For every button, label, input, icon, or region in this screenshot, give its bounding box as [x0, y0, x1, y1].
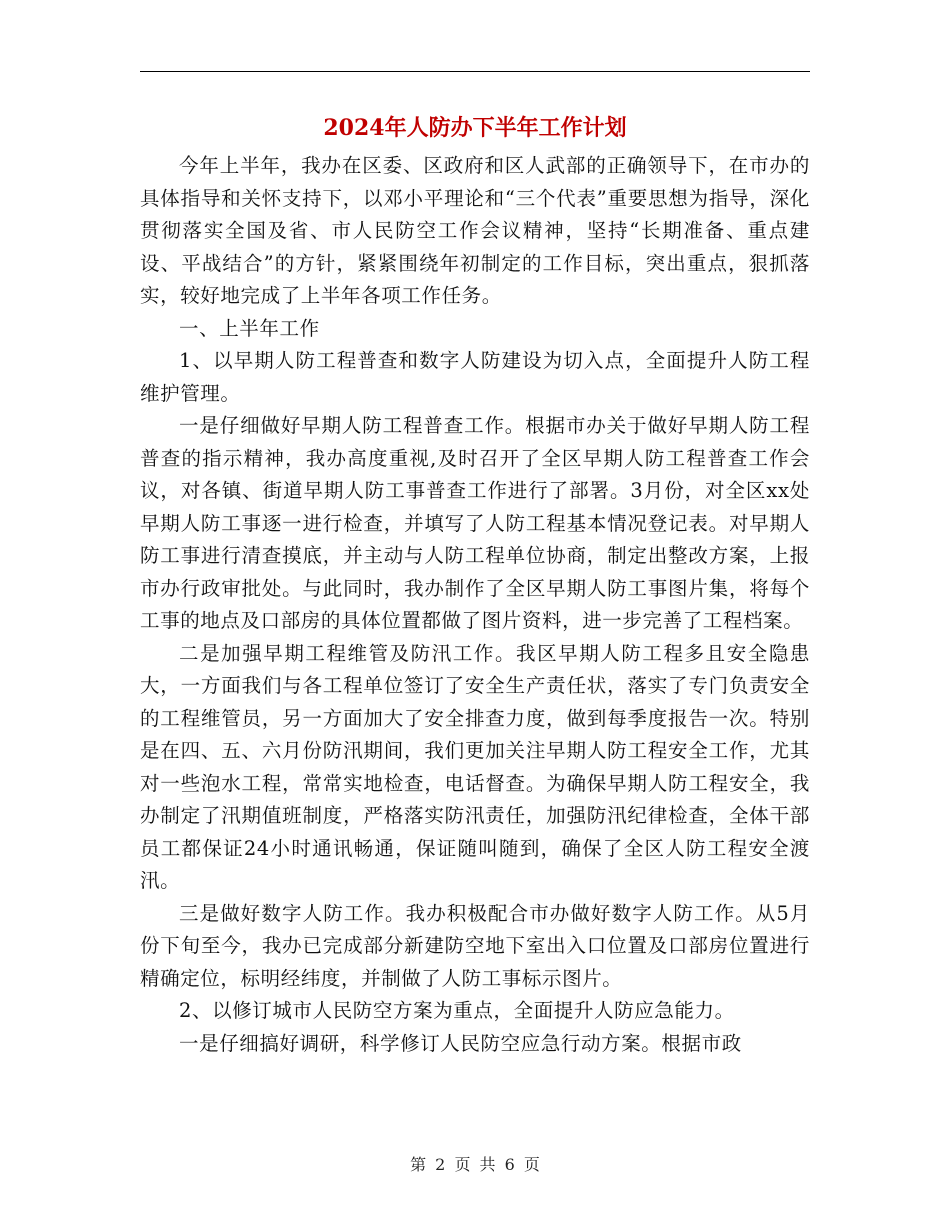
subsection-heading-1: 1、以早期人防工程普查和数字人防建设为切入点，全面提升人防工程维护管理。	[140, 349, 810, 405]
paragraph-intro: 今年上半年，我办在区委、区政府和区人武部的正确领导下，在市办的具体指导和关怀支持下，以邓小平理论和“三个代表”重要思想为指导，深化贯彻落实全国及省、市人民防空工作会议精神，坚持“长期准备、重点建设、平战结合”的方针，紧紧围绕年初制定的工作目标，突出重点，狠抓落实，较好地完成了上半年各项工作任务。	[140, 154, 810, 307]
header-rule	[140, 71, 810, 72]
page-footer: 第 2 页 共 6 页	[410, 1155, 540, 1174]
subsection-heading-2: 2、以修订城市人民防空方案为重点，全面提升人防应急能力。	[179, 999, 735, 1022]
section-heading-1: 一、上半年工作	[179, 316, 320, 340]
document-body	[140, 150, 810, 1060]
paragraph-research: 一是仔细搞好调研，科学修订人民防空应急行动方案。根据市政	[179, 1031, 742, 1055]
paragraph-digital: 三是做好数字人防工作。我办积极配合市办做好数字人防工作。从5月份下旬至今，我办已完成部分新建防空地下室出入口位置及口部房位置进行精确定位，标明经纬度，并制做了人防工事标示图片。	[140, 901, 810, 990]
document-title: 2024年人防办下半年工作计划	[323, 115, 627, 141]
paragraph-survey: 一是仔细做好早期人防工程普查工作。根据市办关于做好早期人防工程普查的指示精神，我办高度重视,及时召开了全区早期人防工程普查工作会议，对各镇、街道早期人防工事普查工作进行了部署。3月份，对全区xx处早期人防工事逐一进行检查，并填写了人防工程基本情况登记表。对早期人防工事进行清查摸底，并主动与人防工程单位协商，制定出整改方案，上报市办行政审批处。与此同时，我办制作了全区早期人防工事图片集，将每个工事的地点及口部房的具体位置都做了图片资料，进一步完善了工程档案。	[140, 414, 810, 632]
paragraph-flood-control: 二是加强早期工程维管及防汛工作。我区早期人防工程多且安全隐患大，一方面我们与各工程单位签订了安全生产责任状，落实了专门负责安全的工程维管员，另一方面加大了安全排查力度，做到每季度报告一次。特别是在四、五、六月份防汛期间，我们更加关注早期人防工程安全工作，尤其对一些泡水工程，常常实地检查，电话督查。为确保早期人防工程安全，我办制定了汛期值班制度，严格落实防汛责任，加强防汛纪律检查，全体干部员工都保证24小时通讯畅通，保证随叫随到，确保了全区人防工程安全渡汛。	[140, 641, 810, 892]
